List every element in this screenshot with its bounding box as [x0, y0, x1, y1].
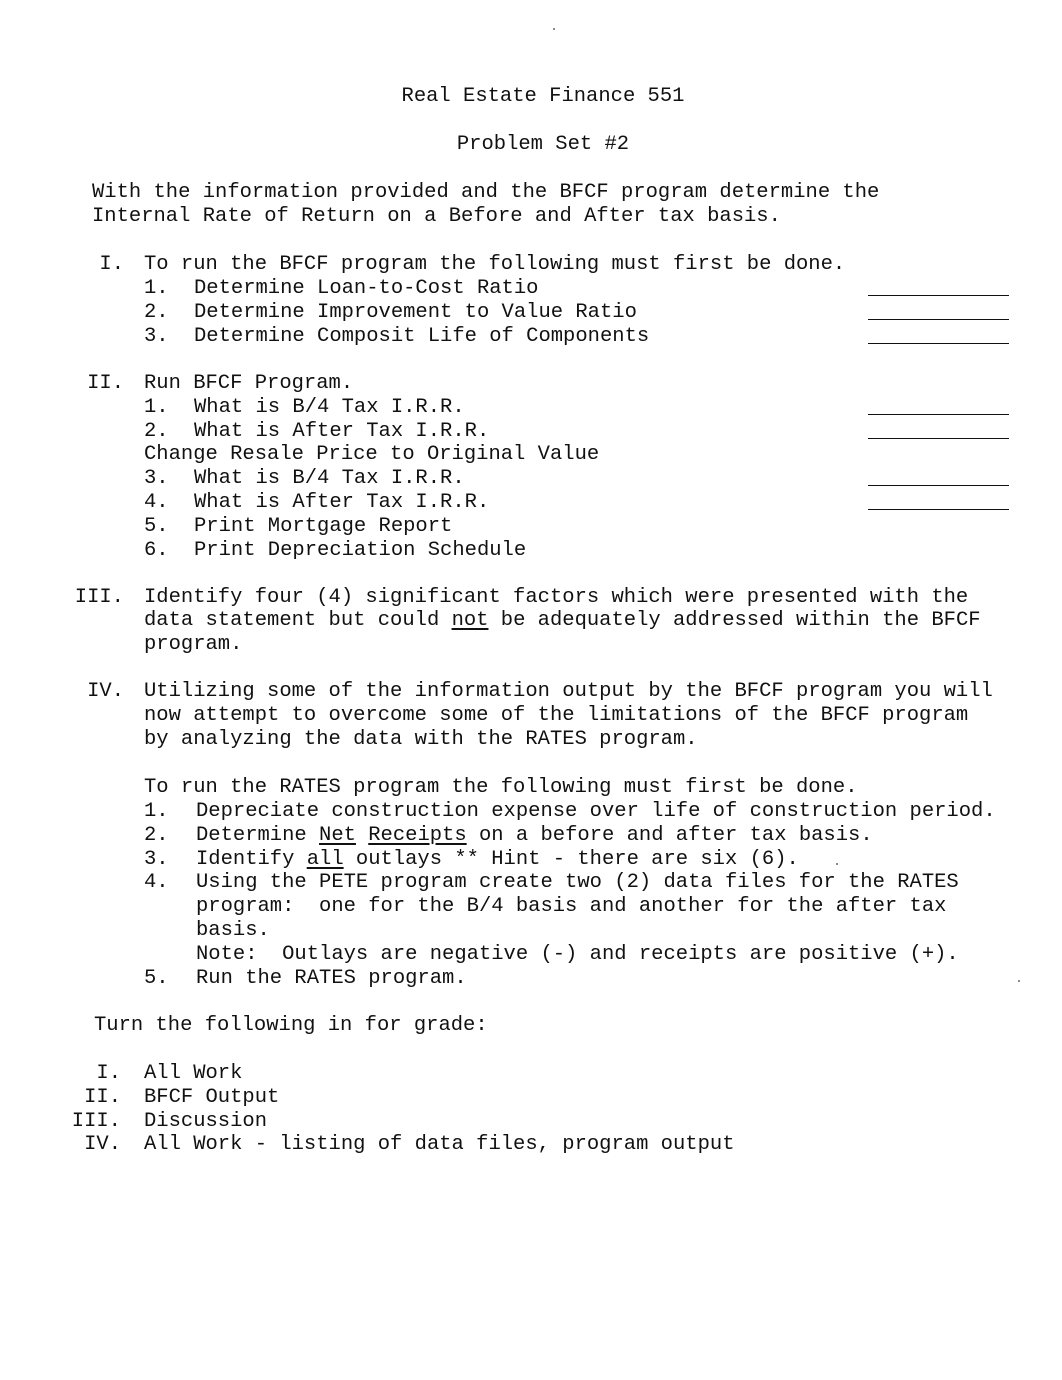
- answer-blank: [868, 319, 1009, 320]
- section-4-heading: To run the RATES program the following must first be done.: [144, 776, 858, 799]
- document-title: Real Estate Finance 551: [401, 85, 685, 108]
- section-4-item-text: Run the RATES program.: [196, 967, 467, 990]
- section-4-item-text: Using the PETE program create two (2) data files for the RATES: [196, 871, 959, 894]
- section-4-item-text: basis.: [196, 919, 270, 942]
- section-1-item-text: Determine Loan-to-Cost Ratio: [194, 277, 539, 300]
- emphasis-receipts: Receipts: [368, 824, 467, 847]
- intro-line-2: Internal Rate of Return on a Before and After tax basis.: [92, 205, 781, 228]
- section-4-para-line: now attempt to overcome some of the limitations of the BFCF program: [144, 704, 969, 727]
- emphasis-not: not: [451, 609, 489, 632]
- section-4-item-num: 3.: [144, 848, 169, 871]
- section-4-para-line: by analyzing the data with the RATES program.: [144, 728, 698, 751]
- text-run: [356, 824, 368, 847]
- scan-speck: [1018, 980, 1020, 982]
- section-4-numeral: IV.: [87, 680, 124, 703]
- answer-blank: [868, 509, 1009, 510]
- section-2-item-num: 3.: [144, 467, 169, 490]
- turn-in-item: All Work - listing of data files, program output: [144, 1133, 735, 1156]
- turn-in-numeral: IV.: [84, 1133, 121, 1156]
- section-2-numeral: II.: [87, 372, 124, 395]
- section-1-item-text: Determine Improvement to Value Ratio: [194, 301, 637, 324]
- section-4-item-num: 4.: [144, 871, 169, 894]
- section-4-para-line: Utilizing some of the information output by the BFCF program you will: [144, 680, 993, 703]
- text-run: outlays ** Hint - there are six (6).: [343, 848, 799, 871]
- section-2-item-text: What is After Tax I.R.R.: [194, 491, 490, 514]
- section-2-mid-text: Change Resale Price to Original Value: [144, 443, 600, 466]
- text-run: be adequately addressed within the BFCF: [488, 609, 981, 632]
- emphasis-all: all: [306, 848, 344, 871]
- turn-in-item: BFCF Output: [144, 1086, 280, 1109]
- section-4-note: Note: Outlays are negative (-) and receipts are positive (+).: [196, 943, 959, 966]
- section-1-heading: To run the BFCF program the following must first be done.: [144, 253, 846, 276]
- section-1-item-num: 3.: [144, 325, 169, 348]
- section-3-line-3: program.: [144, 633, 243, 656]
- section-2-item-text: Print Mortgage Report: [194, 515, 453, 538]
- answer-blank: [868, 295, 1009, 296]
- section-2-item-num: 4.: [144, 491, 169, 514]
- section-2-item-text: Print Depreciation Schedule: [194, 539, 527, 562]
- section-3-line-2: [144, 609, 981, 633]
- section-2-item-num: 2.: [144, 420, 169, 443]
- section-3-line-1: Identify four (4) significant factors which were presented with the: [144, 586, 969, 609]
- answer-blank: [868, 438, 1009, 439]
- section-1-item-text: Determine Composit Life of Components: [194, 325, 650, 348]
- section-4-item-text: program: one for the B/4 basis and another for the after tax: [196, 895, 947, 918]
- turn-in-item: Discussion: [144, 1110, 268, 1133]
- document-subtitle: Problem Set #2: [456, 133, 630, 156]
- section-4-item-num: 5.: [144, 967, 169, 990]
- section-2-item-text: What is B/4 Tax I.R.R.: [194, 467, 465, 490]
- section-4-item-text: [196, 824, 873, 848]
- answer-blank: [868, 343, 1009, 344]
- turn-in-numeral: III.: [71, 1110, 121, 1133]
- answer-blank: [868, 414, 1009, 415]
- section-2-heading: Run BFCF Program.: [144, 372, 354, 395]
- section-2-item-num: 5.: [144, 515, 169, 538]
- text-run: Identify: [196, 848, 307, 871]
- section-2-item-text: What is B/4 Tax I.R.R.: [194, 396, 465, 419]
- section-2-item-num: 6.: [144, 539, 169, 562]
- turn-in-item: All Work: [144, 1062, 243, 1085]
- section-1-item-num: 2.: [144, 301, 169, 324]
- turn-in-numeral: II.: [84, 1086, 121, 1109]
- section-2-item-num: 1.: [144, 396, 169, 419]
- section-3-numeral: III.: [74, 586, 124, 609]
- text-run: on a before and after tax basis.: [466, 824, 873, 847]
- section-2-item-text: What is After Tax I.R.R.: [194, 420, 490, 443]
- turn-in-numeral: I.: [96, 1062, 121, 1085]
- intro-line-1: With the information provided and the BFCF program determine the: [92, 181, 880, 204]
- section-1-item-num: 1.: [144, 277, 169, 300]
- section-4-item-text: [196, 848, 799, 872]
- turn-in-heading: Turn the following in for grade:: [94, 1014, 488, 1037]
- section-4-item-num: 1.: [144, 800, 169, 823]
- emphasis-net: Net: [319, 824, 356, 847]
- answer-blank: [868, 485, 1009, 486]
- section-4-item-num: 2.: [144, 824, 169, 847]
- scan-speck: [836, 863, 838, 865]
- text-run: Determine: [196, 824, 320, 847]
- text-run: data statement but could: [144, 609, 452, 632]
- section-1-numeral: I.: [99, 253, 124, 276]
- section-4-item-text: Depreciate construction expense over life of construction period.: [196, 800, 996, 823]
- scan-speck: [553, 28, 555, 30]
